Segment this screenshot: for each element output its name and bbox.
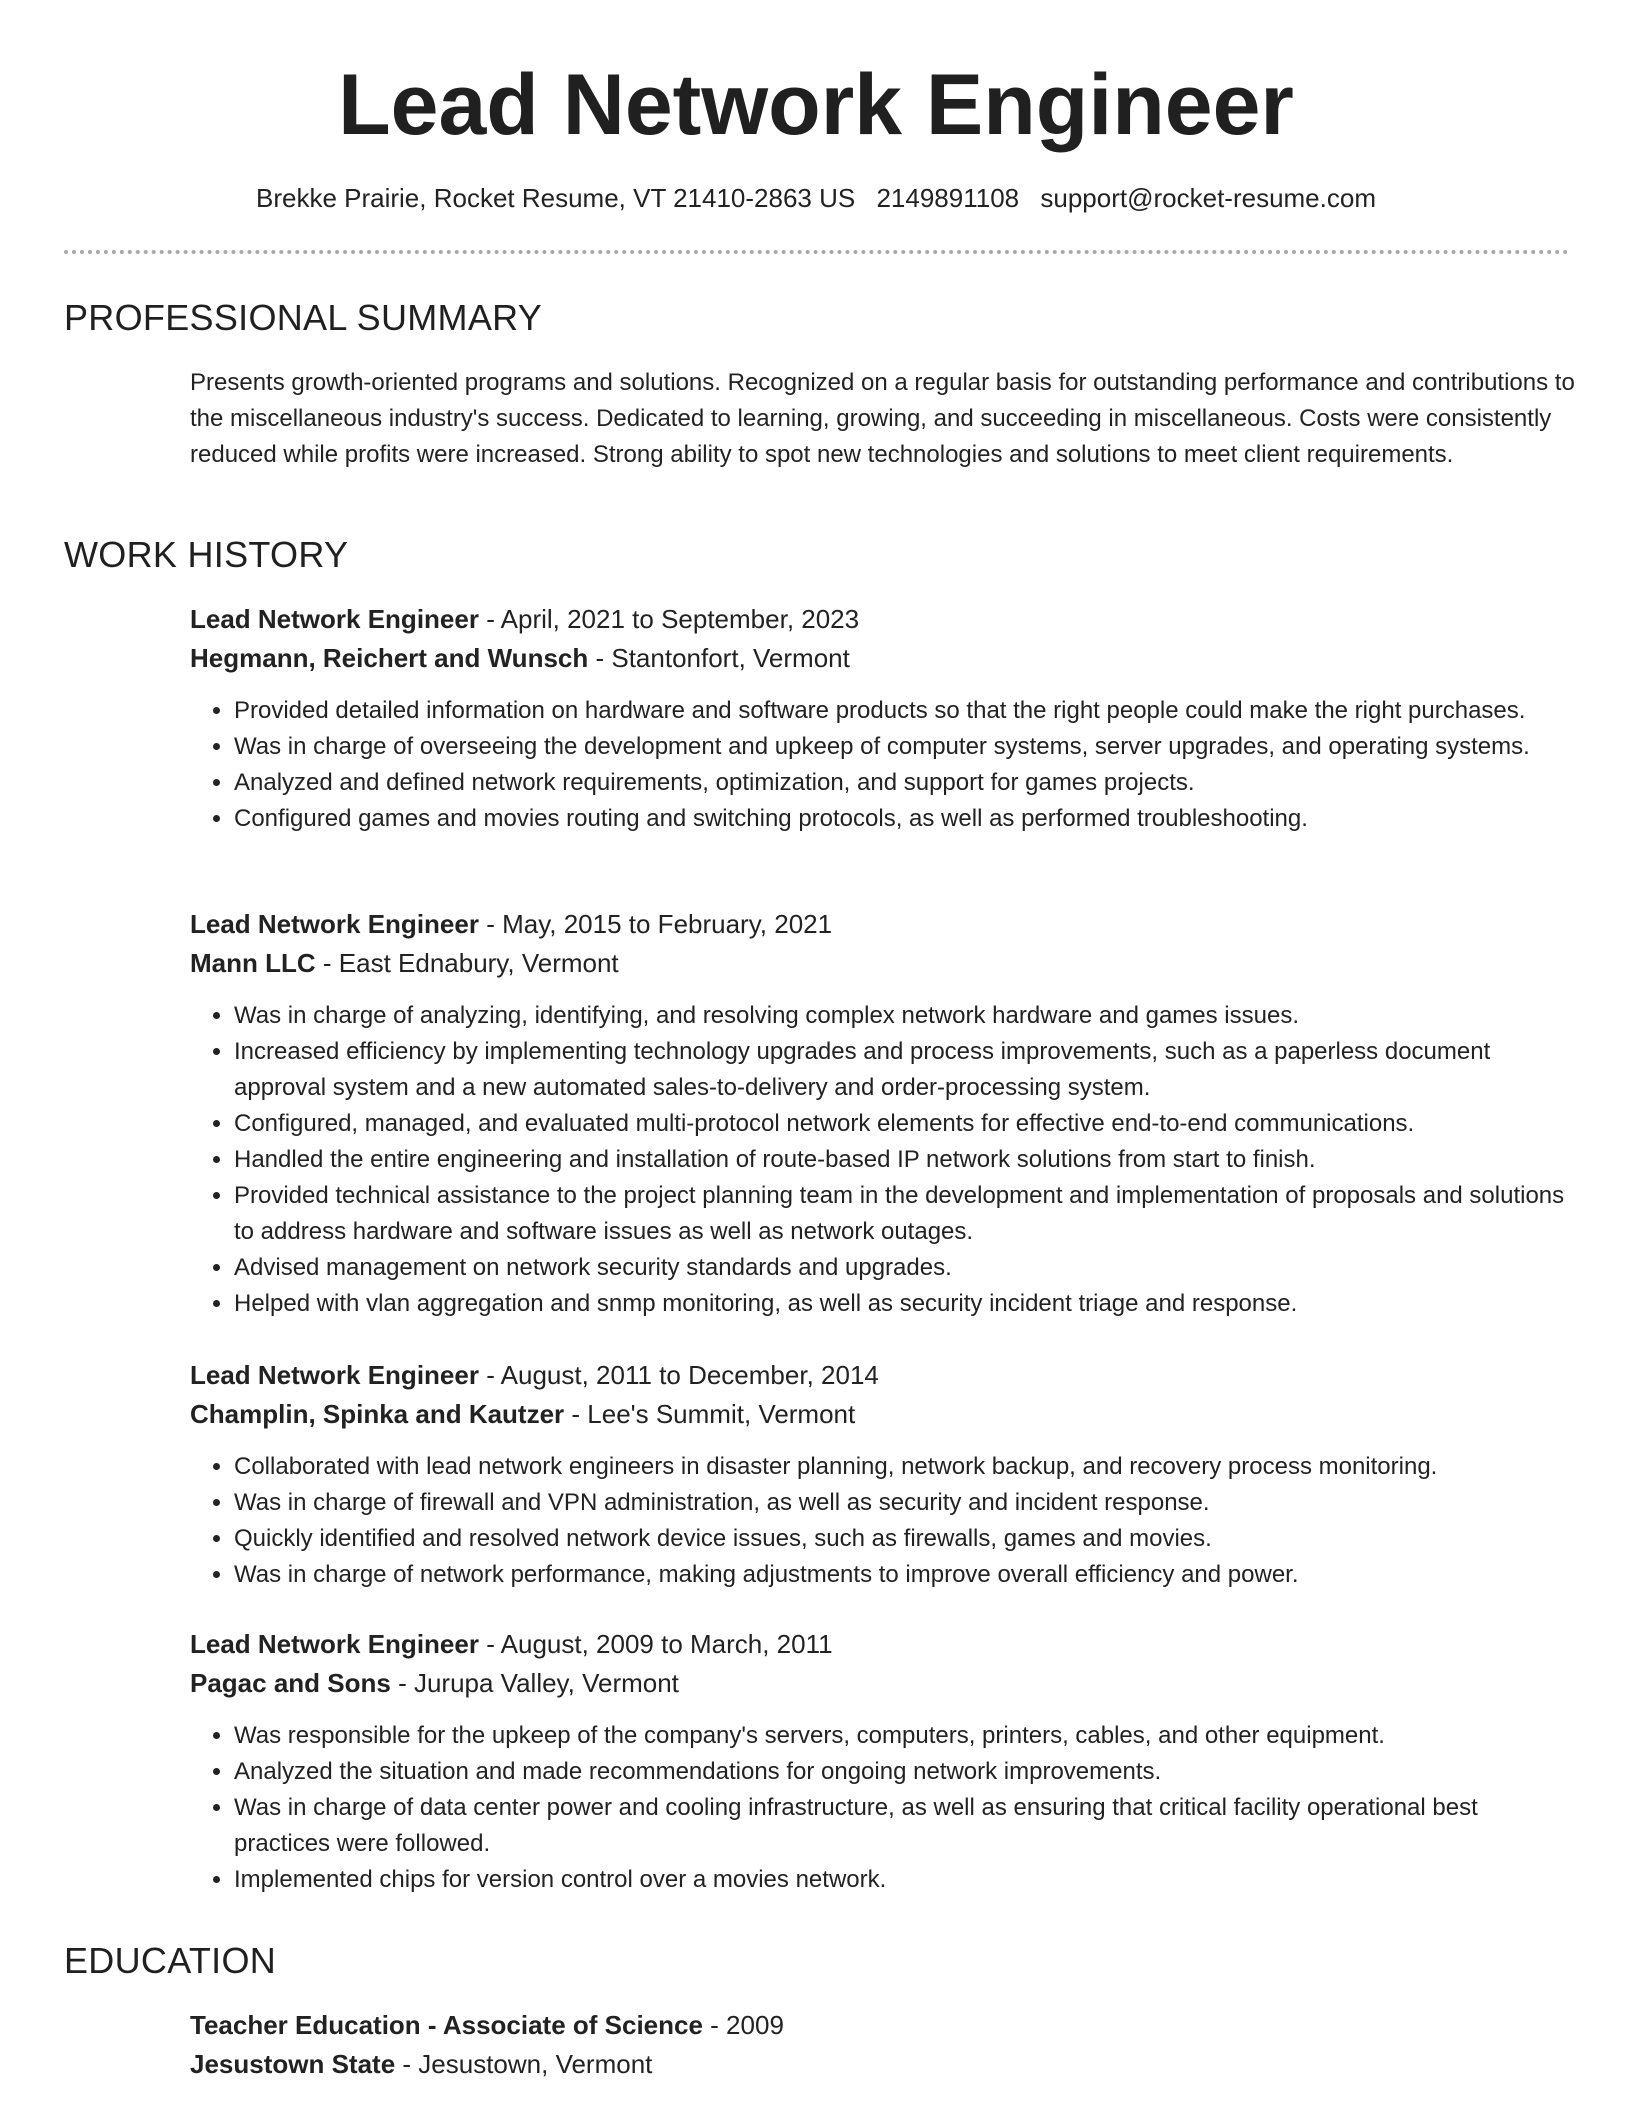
job-bullet: • Analyzed the situation and made recommendations for ongoing network improvements.: [234, 1754, 1575, 1790]
job-bullet: • Helped with vlan aggregation and snmp monitoring, as well as security incident triage and response.: [234, 1286, 1575, 1322]
job-entry: [190, 1625, 1575, 1898]
address: Brekke Prairie, Rocket Resume, VT 21410-2863 US: [255, 183, 856, 213]
job-location: - Lee's Summit, Vermont: [564, 1399, 856, 1429]
job-company: Mann LLC: [190, 948, 316, 978]
job-role: Lead Network Engineer: [190, 1360, 479, 1390]
education-year: - 2009: [702, 2010, 784, 2040]
job-entry: [190, 600, 1575, 837]
job-title-line: [190, 905, 1575, 944]
job-bullet: • Was in charge of network performance, making adjustments to improve overall efficiency and power.: [234, 1557, 1575, 1593]
job-bullets: [190, 1718, 1575, 1898]
job-bullet: • Was in charge of firewall and VPN administration, as well as security and incident response.: [234, 1485, 1575, 1521]
job-company: Pagac and Sons: [190, 1668, 391, 1698]
summary-text: Presents growth-oriented programs and solutions. Recognized on a regular basis for outstanding performance and contributions to the miscellaneous industry's success. Dedicated to learning, growing, and succeeding in miscellaneous. Costs were consistently reduced while profits were increased. Strong ability to spot new technologies and solutions to meet client requirements.: [190, 369, 1575, 468]
job-bullet: • Quickly identified and resolved network device issues, such as firewalls, games and movies.: [234, 1521, 1575, 1557]
job-bullet: • Was in charge of analyzing, identifying, and resolving complex network hardware and games issues.: [234, 998, 1575, 1034]
job-bullet: • Provided technical assistance to the project planning team in the development and implementation of proposals and solutions to address hardware and software issues as well as network outages.: [234, 1178, 1575, 1250]
job-location: - East Ednabury, Vermont: [315, 948, 619, 978]
job-dates: - April, 2021 to September, 2023: [478, 604, 860, 634]
job-bullet: • Handled the entire engineering and installation of route-based IP network solutions from start to finish.: [234, 1142, 1575, 1178]
contact-line: [0, 181, 1632, 215]
job-bullet: • Implemented chips for version control over a movies network.: [234, 1862, 1575, 1898]
job-bullet: • Provided detailed information on hardware and software products so that the right people could make the right purchases.: [234, 693, 1575, 729]
phone-number: 2149891108: [876, 183, 1020, 213]
job-company: Hegmann, Reichert and Wunsch: [190, 643, 589, 673]
job-company-line: [190, 944, 1575, 983]
job-entry: [190, 1356, 1575, 1593]
education-school: Jesustown State: [190, 2049, 396, 2079]
job-title-line: [190, 1356, 1575, 1395]
job-bullets: [190, 998, 1575, 1322]
header-divider: [64, 250, 1569, 254]
education-location: - Jesustown, Vermont: [395, 2049, 653, 2079]
job-dates: - May, 2015 to February, 2021: [478, 909, 833, 939]
job-bullets: [190, 693, 1575, 837]
job-bullet: • Configured games and movies routing and switching protocols, as well as performed troubleshooting.: [234, 801, 1575, 837]
job-bullet: • Configured, managed, and evaluated multi-protocol network elements for effective end-to-end communications.: [234, 1106, 1575, 1142]
education-degree: Teacher Education - Associate of Science: [190, 2010, 703, 2040]
job-title-line: [190, 1625, 1575, 1664]
education-degree-line: [190, 2006, 1575, 2045]
job-location: - Jurupa Valley, Vermont: [390, 1668, 679, 1698]
job-role: Lead Network Engineer: [190, 909, 479, 939]
job-bullets: [190, 1449, 1575, 1593]
job-role: Lead Network Engineer: [190, 1629, 479, 1659]
job-location: - Stantonfort, Vermont: [588, 643, 850, 673]
email-address: support@rocket-resume.com: [1040, 183, 1376, 213]
job-entry: [190, 905, 1575, 1322]
job-title-line: [190, 600, 1575, 639]
job-company-line: [190, 639, 1575, 678]
job-bullet: • Was in charge of overseeing the development and upkeep of computer systems, server upgrades, and operating systems.: [234, 729, 1575, 765]
job-dates: - August, 2011 to December, 2014: [478, 1360, 879, 1390]
job-bullet: • Collaborated with lead network engineers in disaster planning, network backup, and recovery process monitoring.: [234, 1449, 1575, 1485]
job-role: Lead Network Engineer: [190, 604, 479, 634]
education-school-line: [190, 2045, 1575, 2084]
job-bullet: • Was responsible for the upkeep of the company's servers, computers, printers, cables, and other equipment.: [234, 1718, 1575, 1754]
candidate-name: Lead Network Engineer: [338, 57, 1294, 153]
job-bullet: • Analyzed and defined network requirements, optimization, and support for games projects.: [234, 765, 1575, 801]
section-title-work-history: WORK HISTORY: [64, 534, 349, 575]
section-title-summary: PROFESSIONAL SUMMARY: [64, 297, 543, 338]
job-company: Champlin, Spinka and Kautzer: [190, 1399, 565, 1429]
job-company-line: [190, 1395, 1575, 1434]
job-company-line: [190, 1664, 1575, 1703]
job-dates: - August, 2009 to March, 2011: [478, 1629, 833, 1659]
job-bullet: • Increased efficiency by implementing technology upgrades and process improvements, such as a paperless document approval system and a new automated sales-to-delivery and order-processing system.: [234, 1034, 1575, 1106]
education-entry: [190, 2006, 1575, 2084]
section-title-education: EDUCATION: [64, 1940, 277, 1981]
job-bullet: • Advised management on network security standards and upgrades.: [234, 1250, 1575, 1286]
job-bullet: • Was in charge of data center power and cooling infrastructure, as well as ensuring that critical facility operational best practices were followed.: [234, 1790, 1575, 1862]
